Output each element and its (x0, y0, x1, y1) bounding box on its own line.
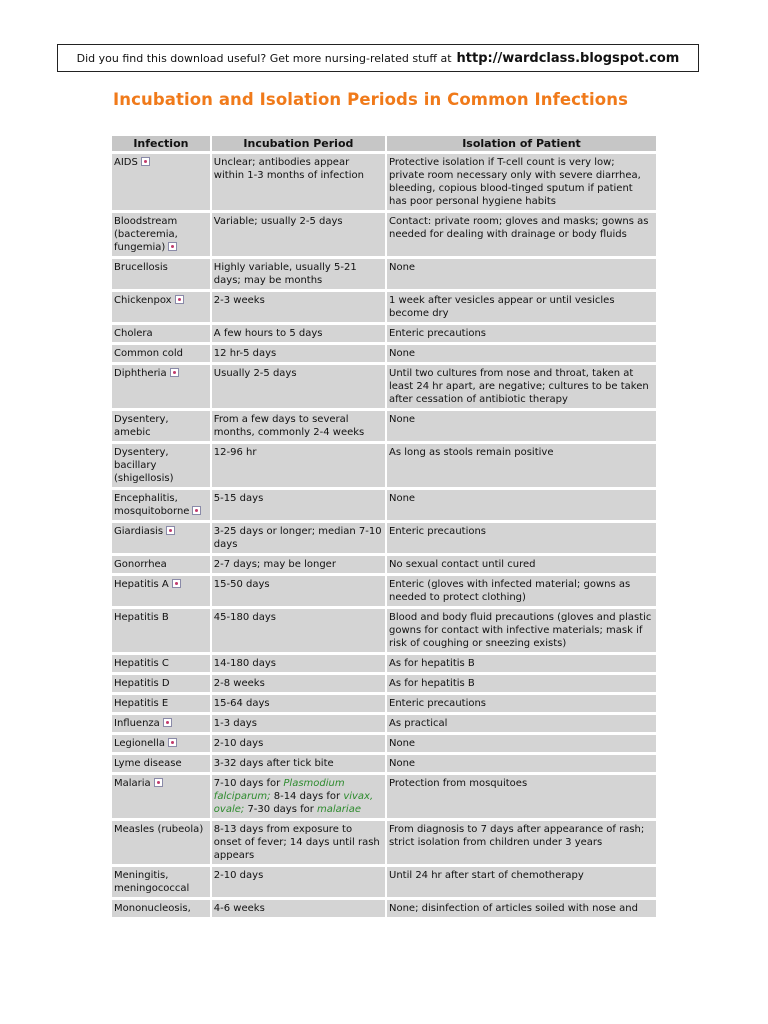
incubation-cell: 2-7 days; may be longer (212, 556, 385, 573)
info-link-icon[interactable] (141, 157, 150, 166)
infection-cell (112, 775, 210, 818)
infection-cell (112, 523, 210, 553)
info-link-icon[interactable] (175, 295, 184, 304)
species-name: Plasmodium falciparum; (213, 778, 345, 802)
incubation-cell: 45-180 days (212, 609, 385, 652)
infection-cell (112, 490, 210, 520)
infection-name: Hepatitis A (114, 579, 169, 590)
infection-name: Legionella (114, 738, 165, 749)
info-link-icon[interactable] (168, 242, 177, 251)
table-row (112, 695, 656, 712)
isolation-cell: Enteric precautions (387, 325, 656, 342)
infection-name: Giardiasis (114, 526, 164, 537)
infection-cell (112, 609, 210, 652)
infection-cell (112, 695, 210, 712)
info-link-icon[interactable] (192, 506, 201, 515)
isolation-cell: None (387, 755, 656, 772)
column-header-infection: Infection (112, 136, 210, 151)
isolation-cell: None (387, 259, 656, 289)
infection-name: Diphtheria (114, 368, 167, 379)
isolation-cell: None (387, 345, 656, 362)
infection-name: Dysentery, bacillary (shigellosis) (114, 447, 174, 484)
infection-name: Chickenpox (114, 295, 172, 306)
incubation-cell: 14-180 days (212, 655, 385, 672)
species-name: malariae (317, 804, 361, 815)
incubation-cell: Unclear; antibodies appear within 1-3 months of infection (212, 154, 385, 210)
isolation-cell: 1 week after vesicles appear or until vesicles become dry (387, 292, 656, 322)
infection-table (110, 133, 658, 920)
infection-name: Malaria (114, 778, 151, 789)
isolation-cell: None (387, 411, 656, 441)
isolation-cell: Enteric (gloves with infected material; gowns as needed to protect clothing) (387, 576, 656, 606)
infection-cell (112, 259, 210, 289)
infection-name: Mononucleosis, (114, 903, 191, 914)
table-row (112, 775, 656, 818)
infection-cell (112, 576, 210, 606)
table-row (112, 490, 656, 520)
incubation-cell: Variable; usually 2-5 days (212, 213, 385, 256)
infection-cell (112, 213, 210, 256)
table-row (112, 576, 656, 606)
infection-cell (112, 444, 210, 487)
isolation-cell: Enteric precautions (387, 695, 656, 712)
incubation-text: 7-10 days for (213, 778, 284, 789)
table-row (112, 444, 656, 487)
table-row (112, 213, 656, 256)
infection-name: Gonorrhea (114, 559, 167, 570)
species-name: vivax, ovale; (213, 791, 374, 815)
incubation-cell: 3-25 days or longer; median 7-10 days (212, 523, 385, 553)
table-row (112, 821, 656, 864)
download-banner (57, 44, 699, 72)
infection-name: Lyme disease (114, 758, 182, 769)
infection-name: Brucellosis (114, 262, 168, 273)
incubation-cell: 2-3 weeks (212, 292, 385, 322)
table-row (112, 556, 656, 573)
table-row (112, 523, 656, 553)
isolation-cell: Protection from mosquitoes (387, 775, 656, 818)
infection-cell (112, 292, 210, 322)
infection-name: Dysentery, amebic (114, 414, 169, 438)
incubation-cell (212, 775, 385, 818)
table-row (112, 867, 656, 897)
infection-name: Meningitis, meningococcal (114, 870, 190, 894)
isolation-cell: Enteric precautions (387, 523, 656, 553)
isolation-cell: From diagnosis to 7 days after appearance of rash; strict isolation from children under 3 years (387, 821, 656, 864)
infection-cell (112, 755, 210, 772)
infection-cell (112, 867, 210, 897)
incubation-cell: 2-8 weeks (212, 675, 385, 692)
incubation-cell: 5-15 days (212, 490, 385, 520)
infection-cell (112, 821, 210, 864)
incubation-cell: 2-10 days (212, 867, 385, 897)
infection-cell (112, 365, 210, 408)
infection-cell (112, 655, 210, 672)
infection-name: Bloodstream (bacteremia, fungemia) (114, 216, 178, 253)
banner-text: Did you find this download useful? Get more nursing-related stuff at (76, 51, 452, 65)
table-row (112, 345, 656, 362)
incubation-cell: 4-6 weeks (212, 900, 385, 917)
table-row (112, 715, 656, 732)
table-row (112, 900, 656, 917)
incubation-cell: 1-3 days (212, 715, 385, 732)
table-row (112, 675, 656, 692)
infection-name: Hepatitis B (114, 612, 169, 623)
table-row (112, 755, 656, 772)
incubation-cell: A few hours to 5 days (212, 325, 385, 342)
infection-cell (112, 325, 210, 342)
isolation-cell: None; disinfection of articles soiled with nose and (387, 900, 656, 917)
table-header-row (112, 136, 656, 151)
incubation-cell: 2-10 days (212, 735, 385, 752)
infection-cell (112, 675, 210, 692)
infection-cell (112, 345, 210, 362)
incubation-cell: 12 hr-5 days (212, 345, 385, 362)
info-link-icon[interactable] (166, 526, 175, 535)
info-link-icon[interactable] (163, 718, 172, 727)
infection-name: AIDS (114, 157, 138, 168)
infection-cell (112, 735, 210, 752)
column-header-isolation: Isolation of Patient (387, 136, 656, 151)
isolation-cell: Until 24 hr after start of chemotherapy (387, 867, 656, 897)
table-row (112, 325, 656, 342)
table-row (112, 609, 656, 652)
infection-name: Hepatitis E (114, 698, 169, 709)
incubation-cell: From a few days to several months, commonly 2-4 weeks (212, 411, 385, 441)
isolation-cell: As long as stools remain positive (387, 444, 656, 487)
table-row (112, 655, 656, 672)
isolation-cell: None (387, 490, 656, 520)
table-row (112, 735, 656, 752)
info-link-icon[interactable] (170, 368, 179, 377)
info-link-icon[interactable] (154, 778, 163, 787)
isolation-cell: Protective isolation if T-cell count is very low; private room necessary only with severe diarrhea, bleeding, copious blood-tinged sputum if patient has poor personal hygiene habits (387, 154, 656, 210)
page-title: Incubation and Isolation Periods in Common Infections (113, 90, 628, 109)
isolation-cell: No sexual contact until cured (387, 556, 656, 573)
infection-cell (112, 411, 210, 441)
incubation-cell: Usually 2-5 days (212, 365, 385, 408)
info-link-icon[interactable] (172, 579, 181, 588)
isolation-cell: As for hepatitis B (387, 655, 656, 672)
banner-link[interactable]: http://wardclass.blogspot.com (456, 50, 680, 66)
incubation-text: 8-14 days for (270, 791, 344, 802)
infection-cell (112, 900, 210, 917)
incubation-cell: Highly variable, usually 5-21 days; may be months (212, 259, 385, 289)
isolation-cell: None (387, 735, 656, 752)
infection-name: Common cold (114, 348, 183, 359)
column-header-incubation: Incubation Period (212, 136, 385, 151)
isolation-cell: Contact: private room; gloves and masks; gowns as needed for dealing with drainage or body fluids (387, 213, 656, 256)
infection-cell (112, 154, 210, 210)
incubation-cell: 15-64 days (212, 695, 385, 712)
table-row (112, 259, 656, 289)
incubation-cell: 8-13 days from exposure to onset of fever; 14 days until rash appears (212, 821, 385, 864)
isolation-cell: As for hepatitis B (387, 675, 656, 692)
isolation-cell: Until two cultures from nose and throat, taken at least 24 hr apart, are negative; cultures to be taken after cessation of antibiotic therapy (387, 365, 656, 408)
incubation-cell: 3-32 days after tick bite (212, 755, 385, 772)
info-link-icon[interactable] (168, 738, 177, 747)
isolation-cell: As practical (387, 715, 656, 732)
table-row (112, 411, 656, 441)
table-row (112, 365, 656, 408)
table-row (112, 292, 656, 322)
incubation-text: 7-30 days for (244, 804, 318, 815)
table-row (112, 154, 656, 210)
infection-name: Measles (rubeola) (114, 824, 204, 835)
isolation-cell: Blood and body fluid precautions (gloves and plastic gowns for contact with infective materials; mask if risk of coughing or sneezing exists) (387, 609, 656, 652)
incubation-cell: 12-96 hr (212, 444, 385, 487)
incubation-cell: 15-50 days (212, 576, 385, 606)
infection-cell (112, 556, 210, 573)
infection-name: Hepatitis D (114, 678, 170, 689)
infection-name: Hepatitis C (114, 658, 169, 669)
infection-name: Influenza (114, 718, 160, 729)
infection-cell (112, 715, 210, 732)
infection-name: Cholera (114, 328, 153, 339)
infection-name: Encephalitis, mosquitoborne (114, 493, 190, 517)
